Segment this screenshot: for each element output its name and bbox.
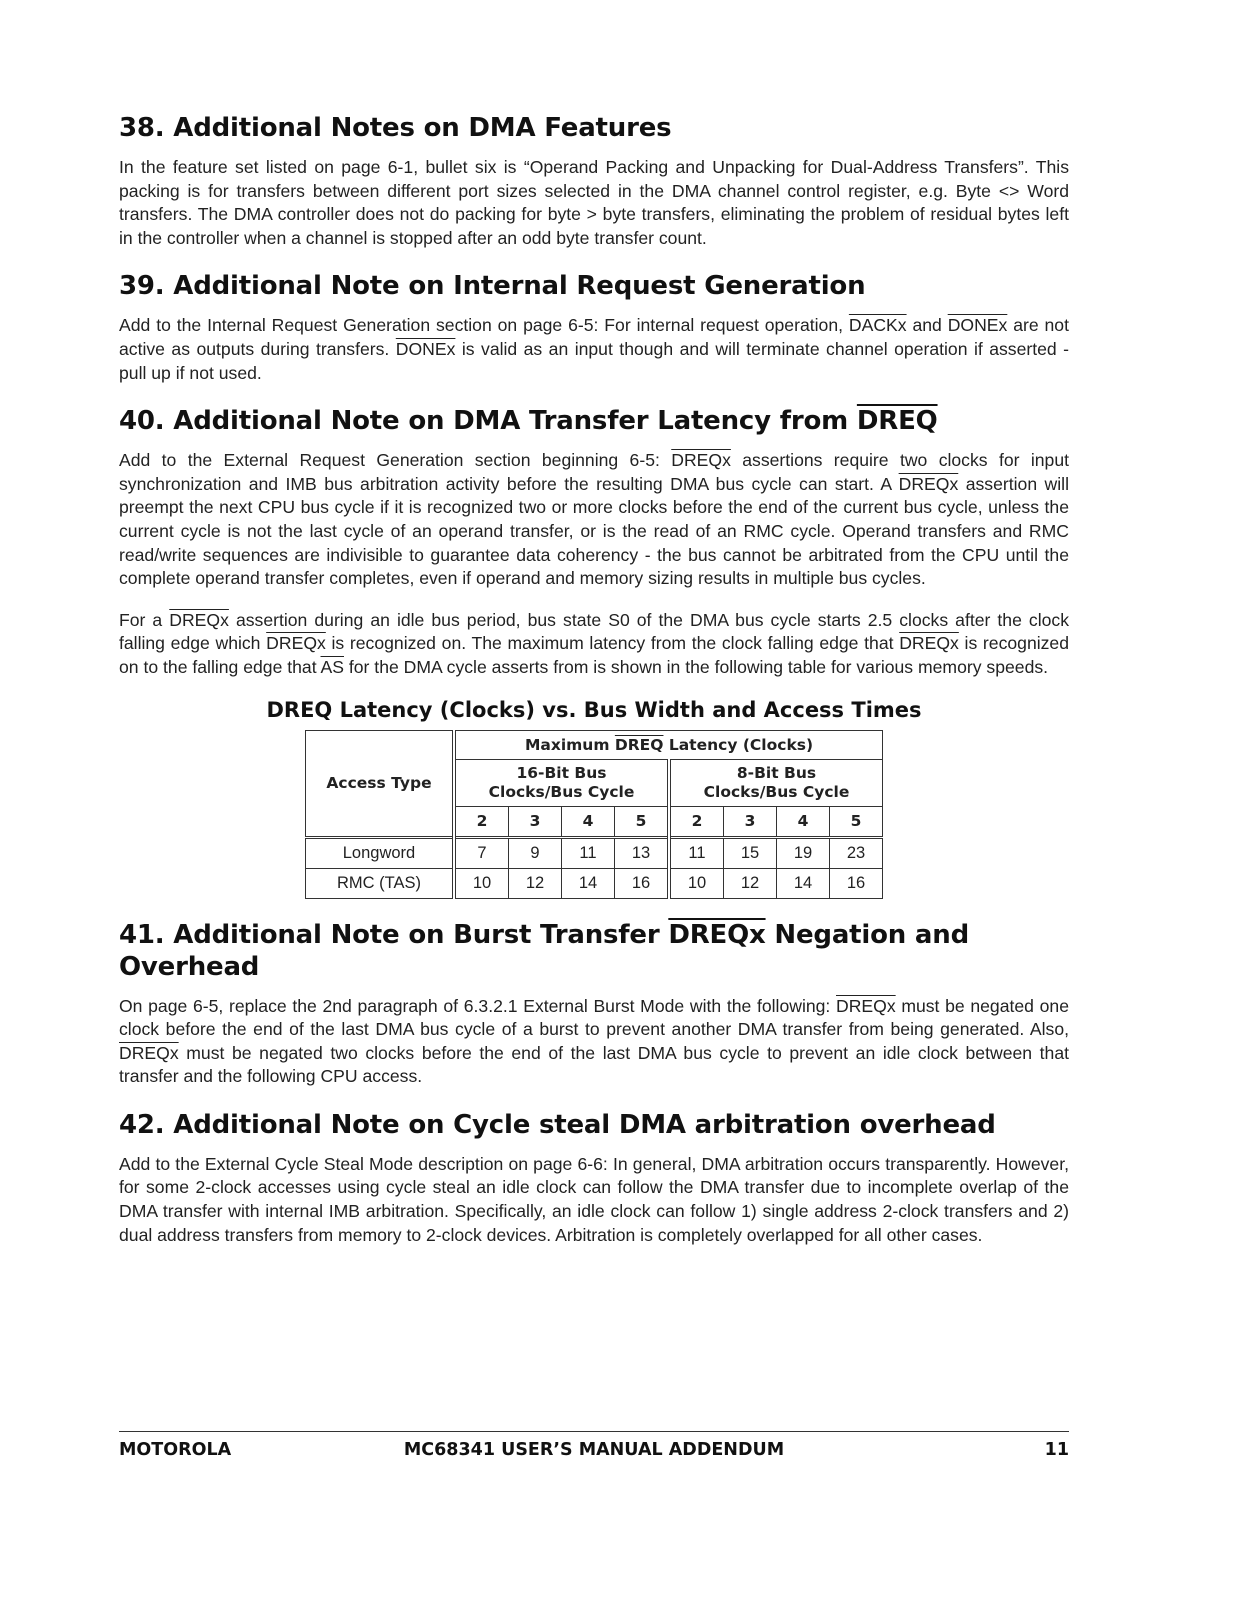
section-38-paragraph: In the feature set listed on page 6-1, bullet six is “Operand Packing and Unpacking for Dual-Address Transfers”. This packing is for transfers between different port sizes selected in the DMA channel control register, e.g. Byte <> Word transfers. The DMA controller does not do packing for byte > byte transfers, eliminating the problem of residual bytes left in the controller when a channel is stopped after an odd byte transfer count. [119,157,1069,248]
cycle-header: 2 [454,806,509,837]
text-run: must be negated one clock before the end of the last DMA bus cycle of a burst to prevent another DMA transfer from being generated. Also, [119,995,1069,1040]
section-41-paragraph [119,995,1069,1089]
group-16bit-header [454,759,669,806]
section-42-paragraph: Add to the External Cycle Steal Mode description on page 6-6: In general, DMA arbitration occurs transparently. However, for some 2-clock accesses using cycle steal an idle clock can follow the DMA transfer due to incomplete overlap of the DMA transfer with internal IMB arbitration. Specifically, an idle clock can follow 1) single address 2-clock transfers and 2) dual address transfers from memory to 2-clock devices. Arbitration is completely overlapped for all other cases. [119,1153,1069,1245]
table-cell: 12 [724,868,777,898]
table-cell: 11 [562,837,615,868]
footer-company: MOTOROLA [119,1440,232,1460]
section-41-title [119,919,1069,983]
table-cell: 14 [777,868,830,898]
section-39-title: 39. Additional Note on Internal Request Generation [119,271,866,302]
text-run: For a [119,609,170,630]
text-run: and [906,315,948,336]
signal-dreqx: DREQx [668,919,766,950]
text-run: assertions require two clocks for input synchronization and IMB bus arbitration activity before the resulting DMA bus cycle can start. A [119,450,1069,494]
title-text: 41. Additional Note on Burst Transfer [119,919,669,950]
cycle-header: 5 [830,806,883,837]
table-cell: 15 [724,837,777,868]
text-run: is recognized on. The maximum latency from the clock falling edge that [325,633,900,654]
signal-dreqx: DREQx [119,1042,179,1063]
table-row [306,837,883,868]
text-run: On page 6-5, replace the 2nd paragraph of 6.3.2.1 External Burst Mode with the following: [119,995,836,1016]
text-run: are not active as outputs during transfers. [119,315,1069,359]
signal-as: $\overline{AS}$ [320,656,344,677]
table-cell: 10 [454,868,509,898]
text-run: must be negated two clocks before the end of the last DMA bus cycle to prevent an idle clock between that transfer and the following CPU access. [119,1042,1069,1087]
cycle-header: 3 [509,806,562,837]
header-text: Latency (Clocks) [663,735,814,754]
group-line: 16-Bit Bus [516,763,607,782]
title-text: 40. Additional Note on DMA Transfer Latency from [119,406,857,437]
signal-dreqx: DREQx [836,995,896,1016]
row-label: RMC (TAS) [306,868,455,898]
group-line: Clocks/Bus Cycle [488,782,635,801]
text-run: is recognized on to the falling edge that [119,633,1070,677]
table-cell: 16 [615,868,670,898]
text-run: for the DMA cycle asserts from is shown in the following table for various memory speeds. [344,656,1049,677]
table-cell: 16 [830,868,883,898]
table-cell: 10 [669,868,724,898]
table-row [306,868,883,898]
document-page [119,112,1069,1267]
text-run: Add to the Internal Request Generation section on page 6-5: For internal request operation, [119,315,849,336]
signal-donex: DONEx [947,315,1008,336]
table-cell: 9 [509,837,562,868]
footer-page-number: 11 [1044,1440,1069,1460]
section-40-paragraph-2 [119,609,1069,680]
access-type-header: Access Type [306,730,455,837]
table-cell: 23 [830,837,883,868]
signal-dreqx: DREQx [266,633,326,654]
cycle-header: 4 [562,806,615,837]
signal-dreqx: DREQx [169,609,229,630]
footer-rule [119,1431,1069,1432]
section-42 [119,1109,1069,1247]
section-40-paragraph-1 [119,449,1069,591]
group-8bit-header [669,759,883,806]
section-42-title: 42. Additional Note on Cycle steal DMA arbitration overhead [119,1109,996,1140]
title-text: Negation and Overhead [119,919,969,982]
table-cell: 12 [509,868,562,898]
max-latency-header [454,730,883,759]
footer-manual-title: MC68341 USER’S MANUAL ADDENDUM [403,1440,785,1460]
signal-dreq: DREQ [614,735,664,754]
text-run: is valid as an input though and will terminate channel operation if asserted - pull up if not used. [119,338,1069,383]
row-label: Longword [306,837,455,868]
cycle-header: 2 [669,806,724,837]
signal-dreqx: DREQx [671,450,731,471]
section-39-paragraph [119,314,1069,385]
section-40 [119,405,1069,898]
table-cell: 19 [777,837,830,868]
signal-dackx: DACKx [848,315,907,336]
table-cell: 13 [615,837,670,868]
table-title: DREQ Latency (Clocks) vs. Bus Width and Access Times [266,697,922,722]
table-cell: 11 [669,837,724,868]
cycle-header: 3 [724,806,777,837]
signal-dreqx: DREQx [899,633,959,654]
section-40-title [119,405,1069,437]
text-run: assertion during an idle bus period, bus state S0 of the DMA bus cycle starts 2.5 clocks after the clock falling edge which [119,609,1069,654]
section-38 [119,112,1069,250]
signal-dreqx: DREQx [898,473,959,494]
text-run: Add to the External Request Generation section beginning 6-5: [119,450,672,471]
table-cell: 7 [454,837,509,868]
text-run: assertion will preempt the next CPU bus cycle if it is recognized two or more clocks before the end of the current bus cycle, unless the current cycle is not the last cycle of an operand transfer, or is the read of an RMC cycle. Operand transfers and RMC read/write sequences are indivisible to guarantee data coherency - the bus cannot be arbitrated from the CPU until the complete operand transfer completes, even if operand and memory sizing results in multiple bus cycles. [119,473,1069,589]
cycle-header: 5 [615,806,670,837]
section-38-title: 38. Additional Notes on DMA Features [119,113,672,143]
group-line: Clocks/Bus Cycle [703,782,850,801]
signal-donex: DONEx [395,338,456,359]
section-41 [119,919,1069,1089]
cycle-header: 4 [777,806,830,837]
section-39 [119,270,1069,385]
table-cell: 14 [562,868,615,898]
group-line: 8-Bit Bus [736,763,817,782]
signal-dreq: DREQ [856,406,938,437]
latency-table [305,730,883,899]
header-text: Maximum [524,735,615,754]
